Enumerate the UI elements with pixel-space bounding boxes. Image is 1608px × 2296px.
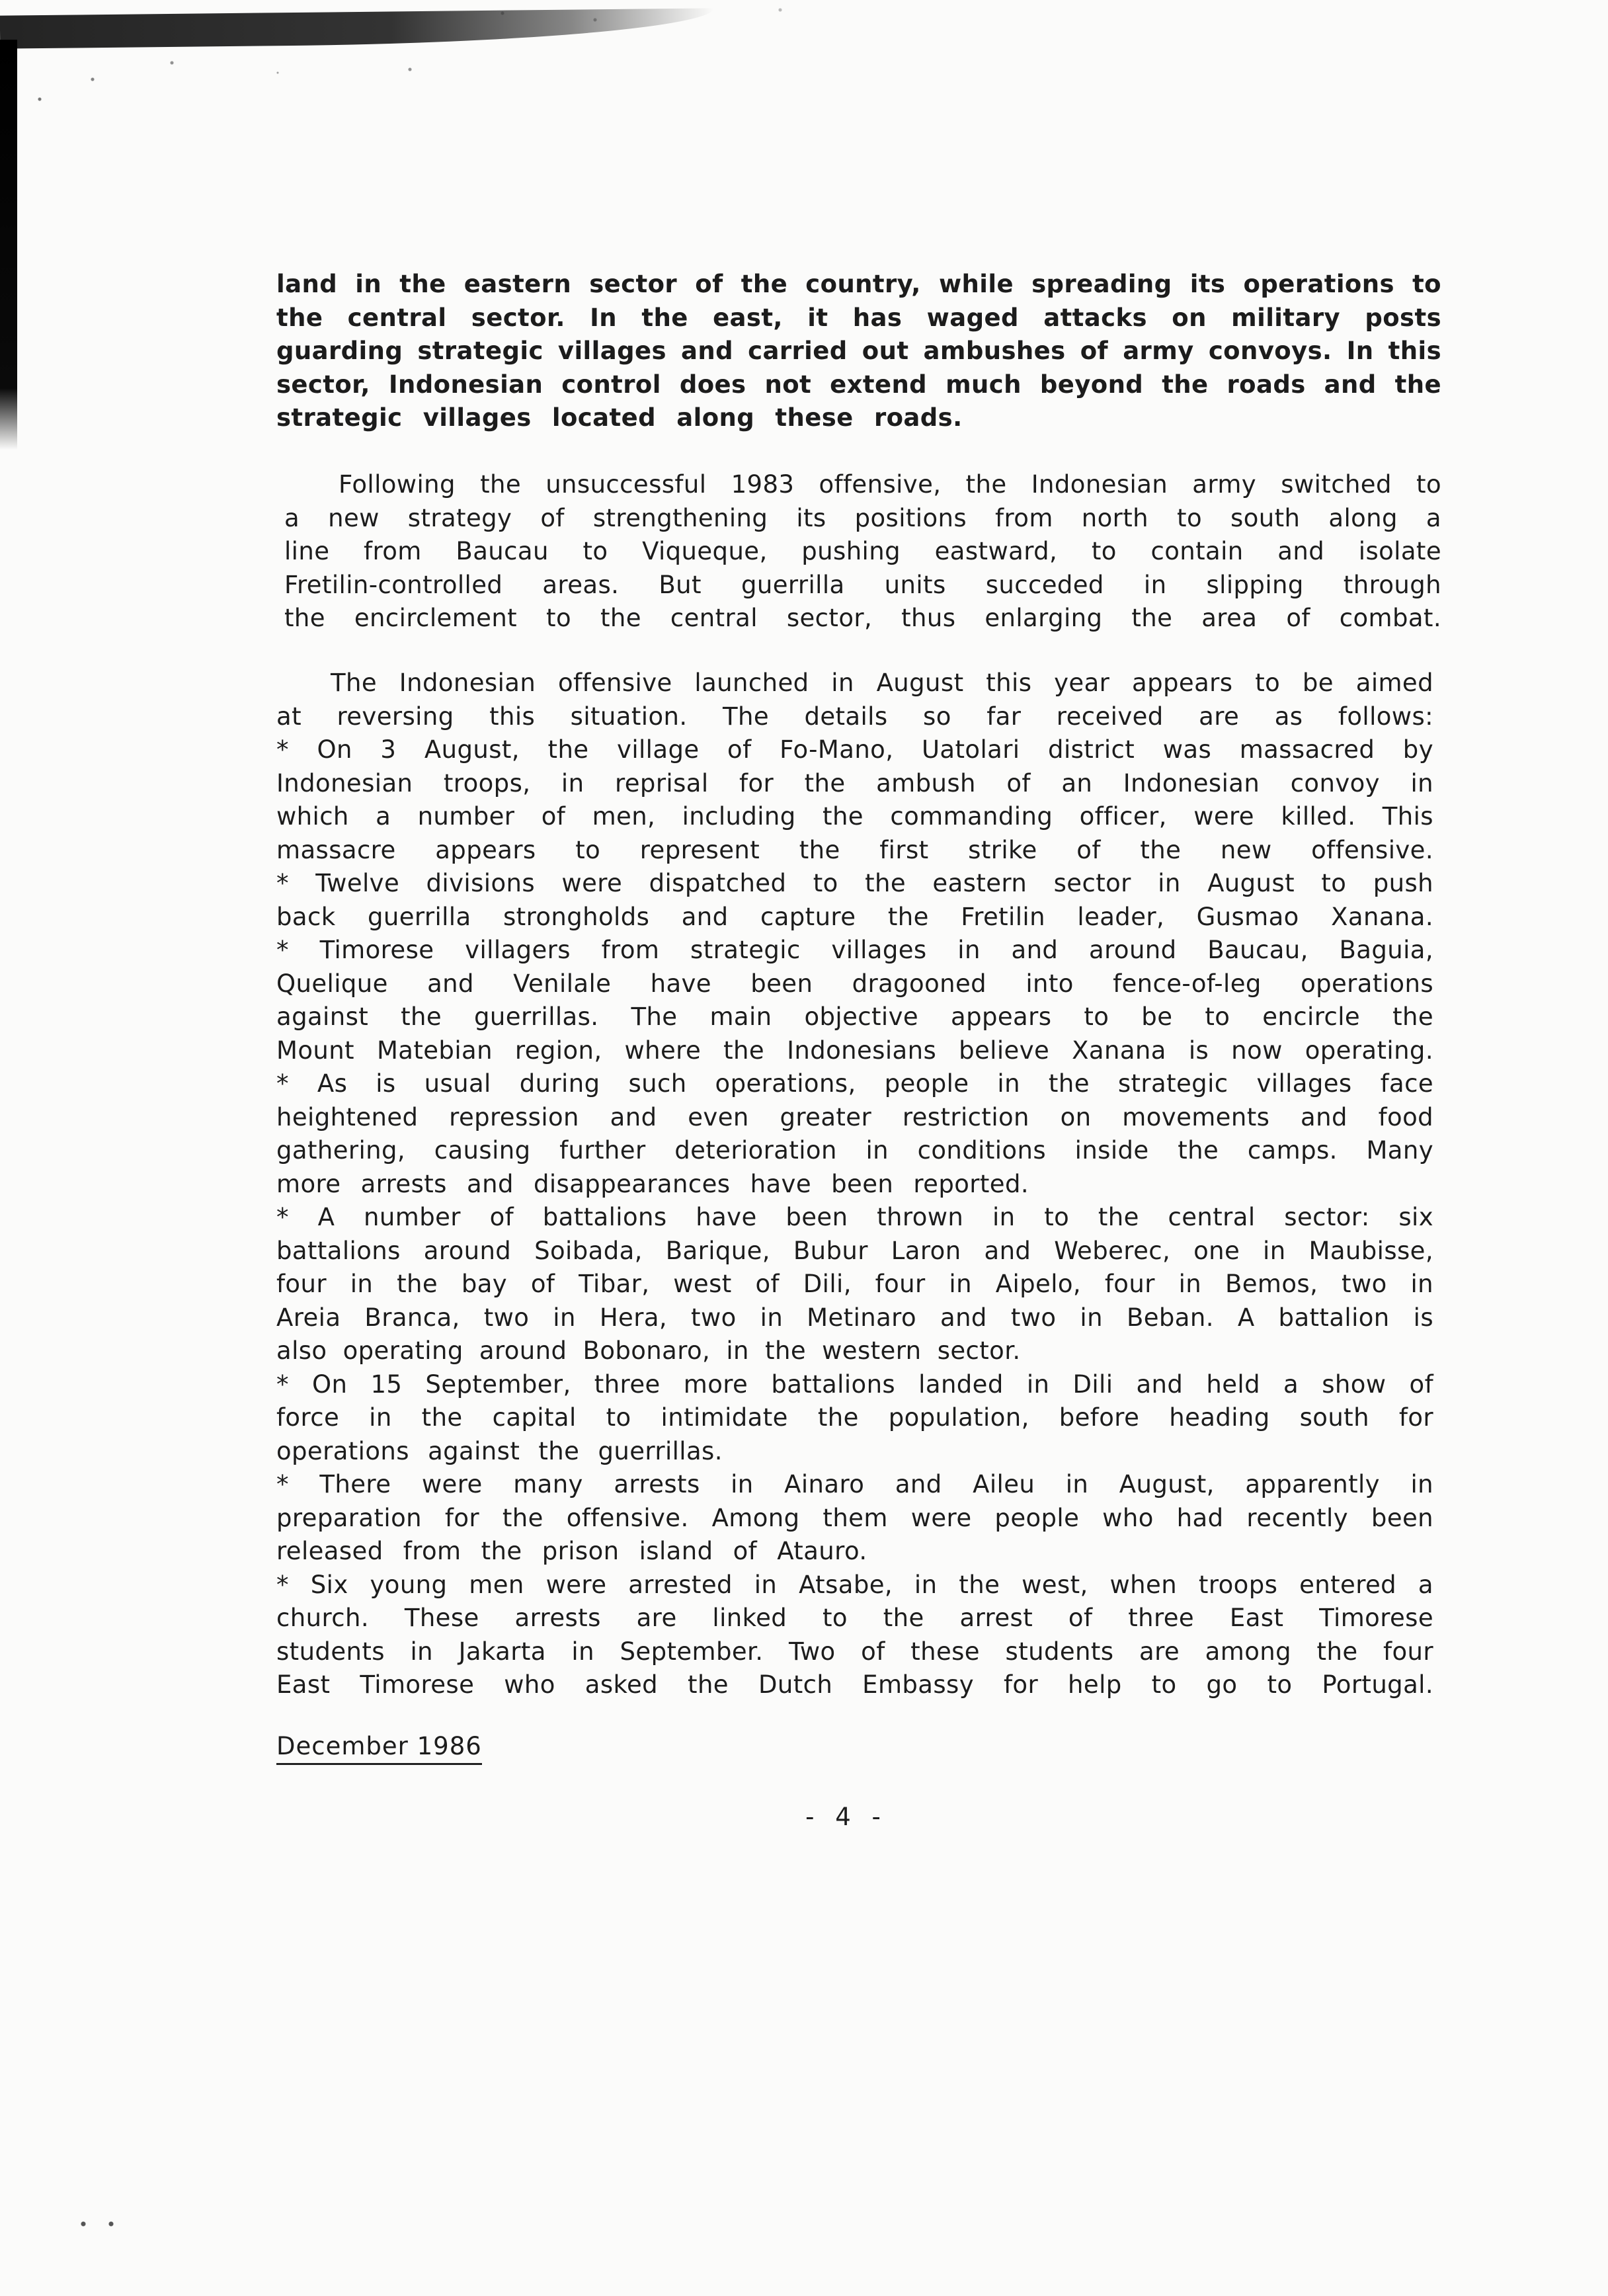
text-line: Fretilin-controlled areas. But guerrilla units succeded in slipping through [284,570,1441,599]
bullet-line: * On 15 September, three more battalions landed in Dili and held a show of [276,1370,1433,1399]
text-line: heightened repression and even greater restriction on movements and food [276,1102,1433,1131]
text-line: preparation for the offensive. Among them were people who had recently been [276,1503,1433,1532]
text-line: the central sector. In the east, it has waged attacks on military posts [276,303,1441,332]
paragraph-2 [284,468,1441,636]
text-line: more arrests and disappearances have been reported. [276,1169,1029,1198]
scan-speckle-bottom [78,2221,118,2227]
text-line: massacre appears to represent the first strike of the new offensive. [276,835,1433,864]
text-line: guarding strategic villages and carried out ambushes of army convoys. In this [276,337,1441,365]
document-date: December 1986 [276,1731,482,1765]
text-line: line from Baucau to Viqueque, pushing eastward, to contain and isolate [284,537,1441,565]
bullet-line: * Timorese villagers from strategic villages in and around Baucau, Baguia, [276,936,1433,964]
text-line: battalions around Soibada, Barique, Bubur Laron and Weberec, one in Maubisse, [276,1236,1433,1265]
bullet-line: * There were many arrests in Ainaro and Aileu in August, apparently in [276,1470,1433,1498]
bullet-line: * A number of battalions have been thrown in to the central sector: six [276,1203,1433,1231]
text-line: Mount Matebian region, where the Indonesians believe Xanana is now operating. [276,1036,1433,1065]
text-line: also operating around Bobonaro, in the western sector. [276,1336,1021,1365]
text-line: church. These arrests are linked to the arrest of three East Timorese [276,1604,1433,1632]
text-line: back guerrilla strongholds and capture the Fretilin leader, Gusmao Xanana. [276,902,1433,931]
text-line: Areia Branca, two in Hera, two in Metinaro and two in Beban. A battalion is [276,1303,1433,1332]
text-line: gathering, causing further deterioration in conditions inside the camps. Many [276,1136,1433,1165]
paragraph-1 [276,268,1441,435]
text-line: the encirclement to the central sector, thus enlarging the area of combat. [284,604,1441,632]
page-number: - 4 - [805,1803,887,1831]
paragraph-3 [276,667,1433,1702]
text-line: operations against the guerrillas. [276,1436,723,1465]
text-line: Quelique and Venilale have been dragooned into fence-of-leg operations [276,969,1433,998]
text-line: students in Jakarta in September. Two of these students are among the four [276,1637,1433,1666]
text-line: The Indonesian offensive launched in August this year appears to be aimed [331,669,1433,697]
text-line: Following the unsuccessful 1983 offensive, the Indonesian army switched to [339,470,1441,499]
bullet-line: * Six young men were arrested in Atsabe, in the west, when troops entered a [276,1570,1433,1599]
text-line: force in the capital to intimidate the population, before heading south for [276,1403,1433,1432]
text-line: against the guerrillas. The main objective appears to be to encircle the [276,1003,1433,1031]
text-line: strategic villages located along these roads. [276,403,963,432]
text-line: sector, Indonesian control does not extend much beyond the roads and the [276,370,1441,399]
text-line: East Timorese who asked the Dutch Embassy for help to go to Portugal. [276,1670,1433,1699]
text-line: a new strategy of strengthening its positions from north to south along a [284,503,1441,532]
text-line: which a number of men, including the commanding officer, were killed. This [276,802,1433,831]
bullet-line: * Twelve divisions were dispatched to the eastern sector in August to push [276,869,1433,897]
bullet-line: * As is usual during such operations, people in the strategic villages face [276,1069,1433,1098]
text-line: four in the bay of Tibar, west of Dili, four in Aipelo, four in Bemos, two in [276,1270,1433,1298]
text-line: at reversing this situation. The details so far received are as follows: [276,702,1433,731]
text-line: land in the eastern sector of the country, while spreading its operations to [276,270,1441,298]
scan-edge-shadow [0,40,17,450]
text-line: Indonesian troops, in reprisal for the ambush of an Indonesian convoy in [276,768,1433,798]
bullet-line: * On 3 August, the village of Fo-Mano, Uatolari district was massacred by [276,735,1433,764]
text-line: released from the prison island of Atauro. [276,1537,867,1565]
